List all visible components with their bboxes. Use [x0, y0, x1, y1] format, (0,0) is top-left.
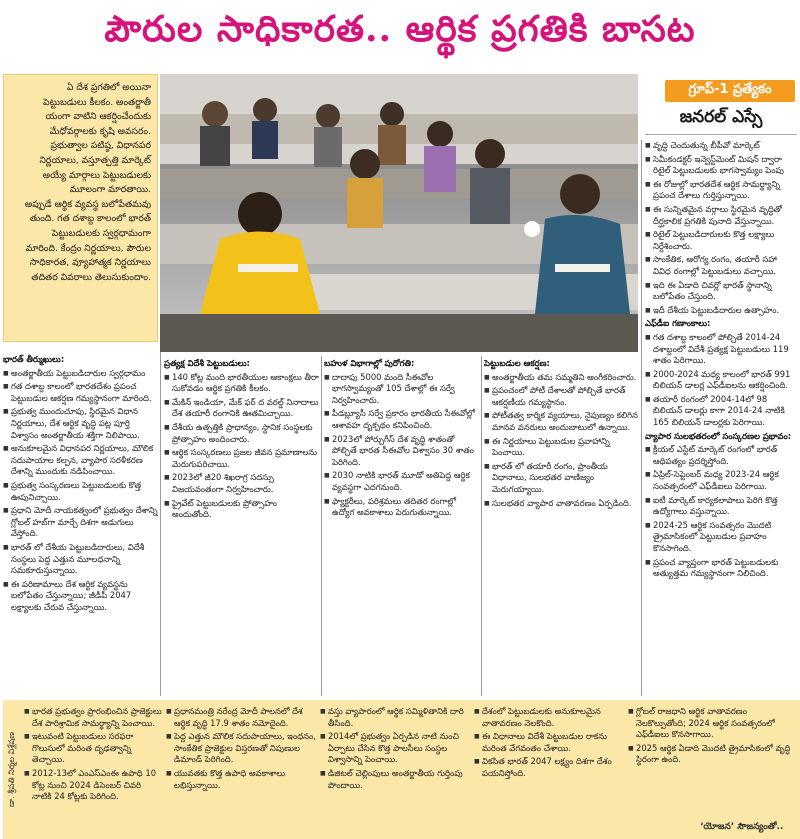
- list-item: ■ 2012-13లో ఎంఎస్‌ఎంఈ ఉపాధి 10 కోట్ల నుంచి 2024 డిసెంబర్ చివరి నాటికి 24 కోట్లకు పెరిగింది.: [24, 768, 162, 803]
- bottom-column-1: [24, 706, 162, 834]
- intro-line: నిర్ణయాలు, వస్తూత్పత్తి మార్కెట్: [39, 154, 151, 166]
- list-item: ■ ఇదీ దేశీయ పెట్టుబడిదారుల ఉత్సాహం.: [645, 305, 797, 317]
- column-5-list: [645, 140, 797, 316]
- list-item: ■ అంతర్జాతీయ తమ సమ్మతిని అంగీకరించారు.: [484, 372, 639, 384]
- list-item: ■ ఏప్రిల్-సెప్టెంబర్ మధ్య 2023-24 ఆర్థిక సంవత్సరంలో ఎఫ్‌డీఐలు పెరిగాయి.: [645, 469, 797, 492]
- list-item: ■ 2024-25 ఆర్థిక సంవత్సరం మొదటి త్రైమాసికంలో పెట్టుబడుల ప్రవాహం కొనసాగింది.: [645, 520, 797, 555]
- list-item: ■ ఇటువంటి పెట్టుబడులు సరఫరా గొలుసులో మరింత దృఢత్వాన్ని తెచ్చాయి.: [24, 731, 162, 766]
- list-item: ■ ప్రభుత్వ సంస్కరణలు పెట్టుబడులకు కొత్త ఊపునిచ్చాయి.: [3, 480, 158, 503]
- list-item: ■ ప్రధానమంత్రి నరేంద్ర మోదీ పాలనలో దేశ ఆర్థిక వృద్ధి 17.9 శాతం నమోదైంది.: [166, 706, 316, 729]
- list-item: ■ ప్రైవేట్ పెట్టుబడులకు ప్రోత్సాహం అందుతోంది.: [164, 498, 319, 521]
- column-5: [645, 140, 797, 696]
- list-item: ■ భారత ప్రభుత్వం ప్రారంభించిన ప్రాజెక్టులు దేశ పారిశ్రామిక సామర్థ్యాన్ని పెంచాయి.: [24, 706, 162, 729]
- reforms-impact-list: [645, 444, 797, 580]
- list-item: ■ వస్తు వ్యాపారంలో ఆర్థిక సమ్మిళితానికి దారి తీసింది.: [320, 706, 470, 729]
- group-1-special-badge: గ్రూప్-1 ప్రత్యేకం: [665, 80, 795, 102]
- list-item: ■ సెమీకండక్టర్ ఇన్వెస్ట్‌మెంట్ మిషన్ ద్వారా రిటైల్ పెట్టుబడులకు భాగస్వామ్యం పెంపు: [645, 154, 797, 177]
- intro-line: మూలంగా మారతాయి.: [69, 184, 151, 196]
- intro-line: సాధికారత, వ్యూహాత్మక నిర్ణయాలు: [29, 257, 151, 269]
- bottom-column-3: [320, 706, 470, 834]
- column-4: [484, 356, 639, 696]
- list-item: ■ పీడబ్ల్యూసీ సర్వే ప్రకారం భారతీయ సీఈవోల్లో ఆశావహ దృక్పథం కనిపించింది.: [324, 408, 479, 431]
- list-item: ■ వృద్ధి చెందుతున్న బీపీవో మార్కెట్: [645, 140, 797, 152]
- exam-hall-photo: [160, 74, 638, 352]
- column-3: [324, 356, 479, 696]
- reforms-impact-heading: వ్యాపార సులభతరంలో సంస్కరణల ప్రభావం:: [645, 430, 792, 441]
- column-4-list: [484, 372, 639, 510]
- intro-line: ప్రభుత్వాల పటిష్ఠ, విధానపర: [50, 140, 151, 152]
- list-item: ■ ప్రభుత్వ ముందుచూపు, స్థిరమైన విధాన నిర్ణయాలు, దేశ ఆర్థిక వృద్ధి పట్ల పూర్తి విశ్వాసం అంతర్జాతీయ శక్తిగా నిలిపాయి.: [3, 406, 158, 441]
- intro-line: యంగా వాటిని ఆకర్షించేందుకు: [45, 111, 151, 123]
- list-item: ■ సులభతర వ్యాపార వాతావరణం ఏర్పడింది.: [484, 498, 639, 510]
- list-item: ■ అనుకూలమైన విధానపర నిర్ణయాలు, మౌలిక సదుపాయాల కల్పన, వ్యాపార సరళీకరణ దేశాన్ని ముందుకు నడిపించాయి.: [3, 443, 158, 478]
- column-2-heading: ప్రత్యక్ష విదేశీ పెట్టుబడులు:: [164, 358, 250, 368]
- list-item: ■ ఆర్థిక సంస్కరణలు ప్రజల జీవన ప్రమాణాలను మెరుగుపరిచాయి.: [164, 447, 319, 470]
- list-item: ■ భారత్ లో తయారీ రంగం, ప్రాంతీయ విధానాలు, సులభతర వాణిజ్యం మెరుగయ్యాయి.: [484, 461, 639, 496]
- list-item: ■ 2014లో ప్రభుత్వం ఏర్పడిన నాటి నుంచి ఏర్పాటు చేసిన కొత్త పాలసీలు సంస్థల విశ్వాసాన్ని పెంచాయి.: [320, 731, 470, 766]
- list-item: ■ ఇది ఈ ఏడాది చివర్లో భారత్ స్థానాన్ని బలోపేతం చేస్తుంది.: [645, 280, 797, 303]
- list-item: ■ దాదాపు 5000 మంది సీఈవోల భాగస్వామ్యంతో 105 దేశాల్లో ఈ సర్వే నిర్వహించారు.: [324, 372, 479, 407]
- intro-line: పెట్టుబడులకు స్వర్గధామంగా: [51, 227, 151, 239]
- list-item: ■ ఈ విధానాలు విదేశీ పెట్టుబడుల రాకను మరింత వేగవంతం చేశాయి.: [474, 731, 624, 754]
- list-item: ■ అంతర్జాతీయ పెట్టుబడిదారుల స్వర్గధామం: [3, 368, 158, 380]
- list-item: ■ ప్రపంచంలో పోటీ దేశాలతో పోల్చితే భారత్ ఆకర్షణీయ గమ్యస్థానం.: [484, 385, 639, 408]
- intro-line: ఏ దేశ ప్రగతిలో అయినా: [66, 82, 151, 93]
- list-item: ■ ఫ్యాక్టరీలు, పరిశ్రమలు తదితర రంగాల్లో ఉద్యోగ అవకాశాలు పెరుగుతున్నాయి.: [324, 496, 479, 519]
- list-item: ■ ఈ రోజుల్లో భారతదేశ ఆర్థిక సామర్థ్యాన్ని ప్రపంచ దేశాలు గుర్తిస్తున్నాయి.: [645, 179, 797, 202]
- list-item: ■ ప్రపంచ వ్యాప్తంగా భారత్ పెట్టుబడులకు అత్యుత్తమ గమ్యస్థానంగా నిలిచింది.: [645, 557, 797, 580]
- fdi-stats-heading: ఎఫ్‌డీఐ గణాంకాలు:: [645, 318, 711, 329]
- list-item: ■ సాంకేతిక, ఆరోగ్య రంగం, తయారీ సహా వివిధ రంగాల్లో పెట్టుబడులు వచ్చాయి.: [645, 254, 797, 277]
- column-3-heading: బహుళ విభాగాల్లో పురోగతి:: [324, 358, 415, 368]
- list-item: ■ గ్లోబల్ రాజధాని ఆర్థిక వాతావరణం నెలకొల్పుతోంది; 2024 ఆర్థిక సంవత్సరంలో ఎఫ్‌డీఐలు కొనసాగాయి.: [628, 706, 793, 741]
- column-2-list: [164, 372, 319, 521]
- list-item: ■ 2000-2024 మధ్య కాలంలో భారత్ 991 బిలియన్ డాలర్ల ఎఫ్‌డీఐలను ఆకర్షించింది.: [645, 369, 797, 392]
- list-item: ■ తయారీ రంగంలో 2004-14లో 98 బిలియన్ డాలర్లు కాగా 2014-24 నాటికి 165 బిలియన్ డాలర్లకు పెరిగాయి.: [645, 394, 797, 429]
- list-item: ■ ఈ నిర్ణయాలు పెట్టుబడుల ప్రవాహాన్ని పెంచాయి.: [484, 436, 639, 459]
- students-writing-exam-illustration: [160, 74, 638, 352]
- list-item: ■ 2023లో పోర్చుగీస్ దేశ వృద్ధి శాతంతో పోల్చితే భారత సీఈవోల విశ్వాసం 30 శాతం పెరిగింది.: [324, 434, 479, 469]
- bottom-column-4: [474, 706, 624, 834]
- list-item: ■ ఈ పరిణామాలు దేశ ఆర్థిక వ్యవస్థను బలోపేతం చేస్తున్నాయి; జీడీపీ 2047 లక్ష్యాలకు చేరువ చేస్తున్నాయి.: [3, 579, 158, 614]
- bottom-column-2: [166, 706, 316, 834]
- list-item: ■ భారత్ లో దేశీయ పెట్టుబడిదారులు, విదేశీ సంస్థలు పెద్ద ఎత్తున మూలధనాన్ని సమకూరుస్తున్నాయి.: [3, 542, 158, 577]
- list-item: ■ 2023లో జీ20 శిఖరాగ్ర సదస్సు విజయవంతంగా నిర్వహించారు.: [164, 472, 319, 495]
- list-item: ■ గత దశాబ్ద కాలంలో భారతదేశం ప్రపంచ పెట్టుబడుల ఆకర్షణ గమ్యస్థానంగా మారింది.: [3, 381, 158, 404]
- subject-title: జనరల్ ఎస్సే: [645, 104, 797, 135]
- list-item: ■ దేశీయ ఉత్పత్తికి ప్రాధాన్యం, స్థానిక సంస్థలకు ప్రోత్సాహం అందించారు.: [164, 422, 319, 445]
- credit-line: ‘యోజన’ సౌజన్యంతో..: [700, 822, 784, 832]
- list-item: ■ పెద్ద ఎత్తున మౌలిక సదుపాయాలు, ఇంధనం, సాంకేతిక ప్రాజెక్టుల విస్తరణతో నిపుణుల డిమాండ్ పెరిగింది.: [166, 731, 316, 766]
- intro-line: అయ్యే మార్గాలు పెట్టుబడులకు: [42, 169, 151, 181]
- intro-line: తదితర వివరాలు తెలుసుకుందాం.: [31, 271, 151, 283]
- list-item: ■ యువతకు కొత్త ఉపాధి అవకాశాలు లభిస్తున్నాయి.: [166, 768, 316, 791]
- author-side-label: డా. శ్రీపతి నిర్మల విశ్లేషణ: [6, 732, 16, 807]
- fdi-stats-list: [645, 332, 797, 429]
- intro-line: తుంది. గత దశాబ్ద కాలంలో భారత్: [29, 213, 151, 225]
- list-item: ■ 2030 నాటికి భారత్ మూడో అతిపెద్ద ఆర్థిక వ్యవస్థగా ఎదగనుంది.: [324, 470, 479, 493]
- column-4-heading: పెట్టుబడుల ఆకర్షణ:: [484, 358, 550, 368]
- intro-box: [3, 74, 158, 342]
- column-1-heading: భారత్ తీర్ముఖులు:: [3, 354, 65, 364]
- bottom-column-5: [628, 706, 793, 818]
- intro-line: అప్పుడే ఆర్థిక వ్యవస్థ బలోపేతమవు: [24, 198, 151, 210]
- column-1: [3, 352, 158, 696]
- column-3-list: [324, 372, 479, 519]
- list-item: ■ 140 కోట్ల మంది భారతీయుల ఆకాంక్షలు తీరా సుకోవడం ఆర్థిక ప్రగతికి కీలకం.: [164, 372, 319, 395]
- list-item: ■ పోటీతత్వ కార్మిక వ్యయాలు, నైపుణ్యం కలిగిన మానవ వనరులు అందుబాటులో ఉన్నాయి.: [484, 410, 639, 433]
- intro-line: మారింది. కేంద్రం నిర్ణయాలు, పౌరుల: [25, 242, 151, 254]
- list-item: ■ మేకిన్ ఇండియా, మేక్ ఫర్ ద వరల్డ్ నినాదాలు దేశ తయారీ రంగానికి ఊతమిచ్చాయి.: [164, 397, 319, 420]
- list-item: ■ ప్రధాని మోదీ నాయకత్వంలో ప్రభుత్వం దేశాన్ని గ్లోబల్ హబ్‌గా మార్చే దిశగా అడుగులు వేస్తోంది.: [3, 505, 158, 540]
- intro-line: పెట్టుబడులు కీలకం. అంతర్జాతీ: [43, 96, 151, 108]
- list-item: ■ 2025 ఆర్థిక ఏడాది మొదటి త్రైమాసికంలో వృద్ధి స్థిరంగా ఉంది.: [628, 743, 793, 766]
- list-item: ■ ఈ సున్నితమైన వర్గాలు స్థిరమైన వృద్ధితో దీర్ఘకాలిక ప్రగతికి పునాది వేస్తున్నాయి.: [645, 204, 797, 227]
- list-item: ■ డిజిటల్ చెల్లింపులు అంతర్జాతీయ గుర్తింపు పొందాయి.: [320, 768, 470, 791]
- list-item: ■ వికసిత భారత్ 2047 లక్ష్యం దిశగా దేశం పయనిస్తోంది.: [474, 756, 624, 779]
- list-item: ■ క్రీయల్ ఎస్టేట్ మార్కెట్ రంగంలో భారత్ ఆధిపత్యం ప్రదర్శిస్తోంది.: [645, 444, 797, 467]
- page-headline: పౌరుల సాధికారత.. ఆర్థిక ప్రగతికి బాసట: [104, 7, 696, 50]
- list-item: ■ రిటైల్ పెట్టుబడిదారులకు కొత్త లక్ష్యాలు నిర్దేశించారు.: [645, 229, 797, 252]
- column-1-list: [3, 368, 158, 614]
- column-2: [164, 356, 319, 696]
- list-item: ■ ఐటీ మార్కెట్ కార్యకలాపాలు పెరిగి కొత్త ఉద్యోగాలు వస్తున్నాయి.: [645, 495, 797, 518]
- list-item: ■ దేశంలో పెట్టుబడులకు అనుకూలమైన వాతావరణం నెలకొంది.: [474, 706, 624, 729]
- intro-line: మేధోవర్గాలకు కృషి అవసరం.: [49, 125, 151, 137]
- list-item: ■ గత దశాబ్ద కాలంలో పోల్చితే 2014-24 దశాబ్దంలో విదేశీ ప్రత్యక్ష పెట్టుబడులు 119 శాతం పెరిగాయి.: [645, 332, 797, 367]
